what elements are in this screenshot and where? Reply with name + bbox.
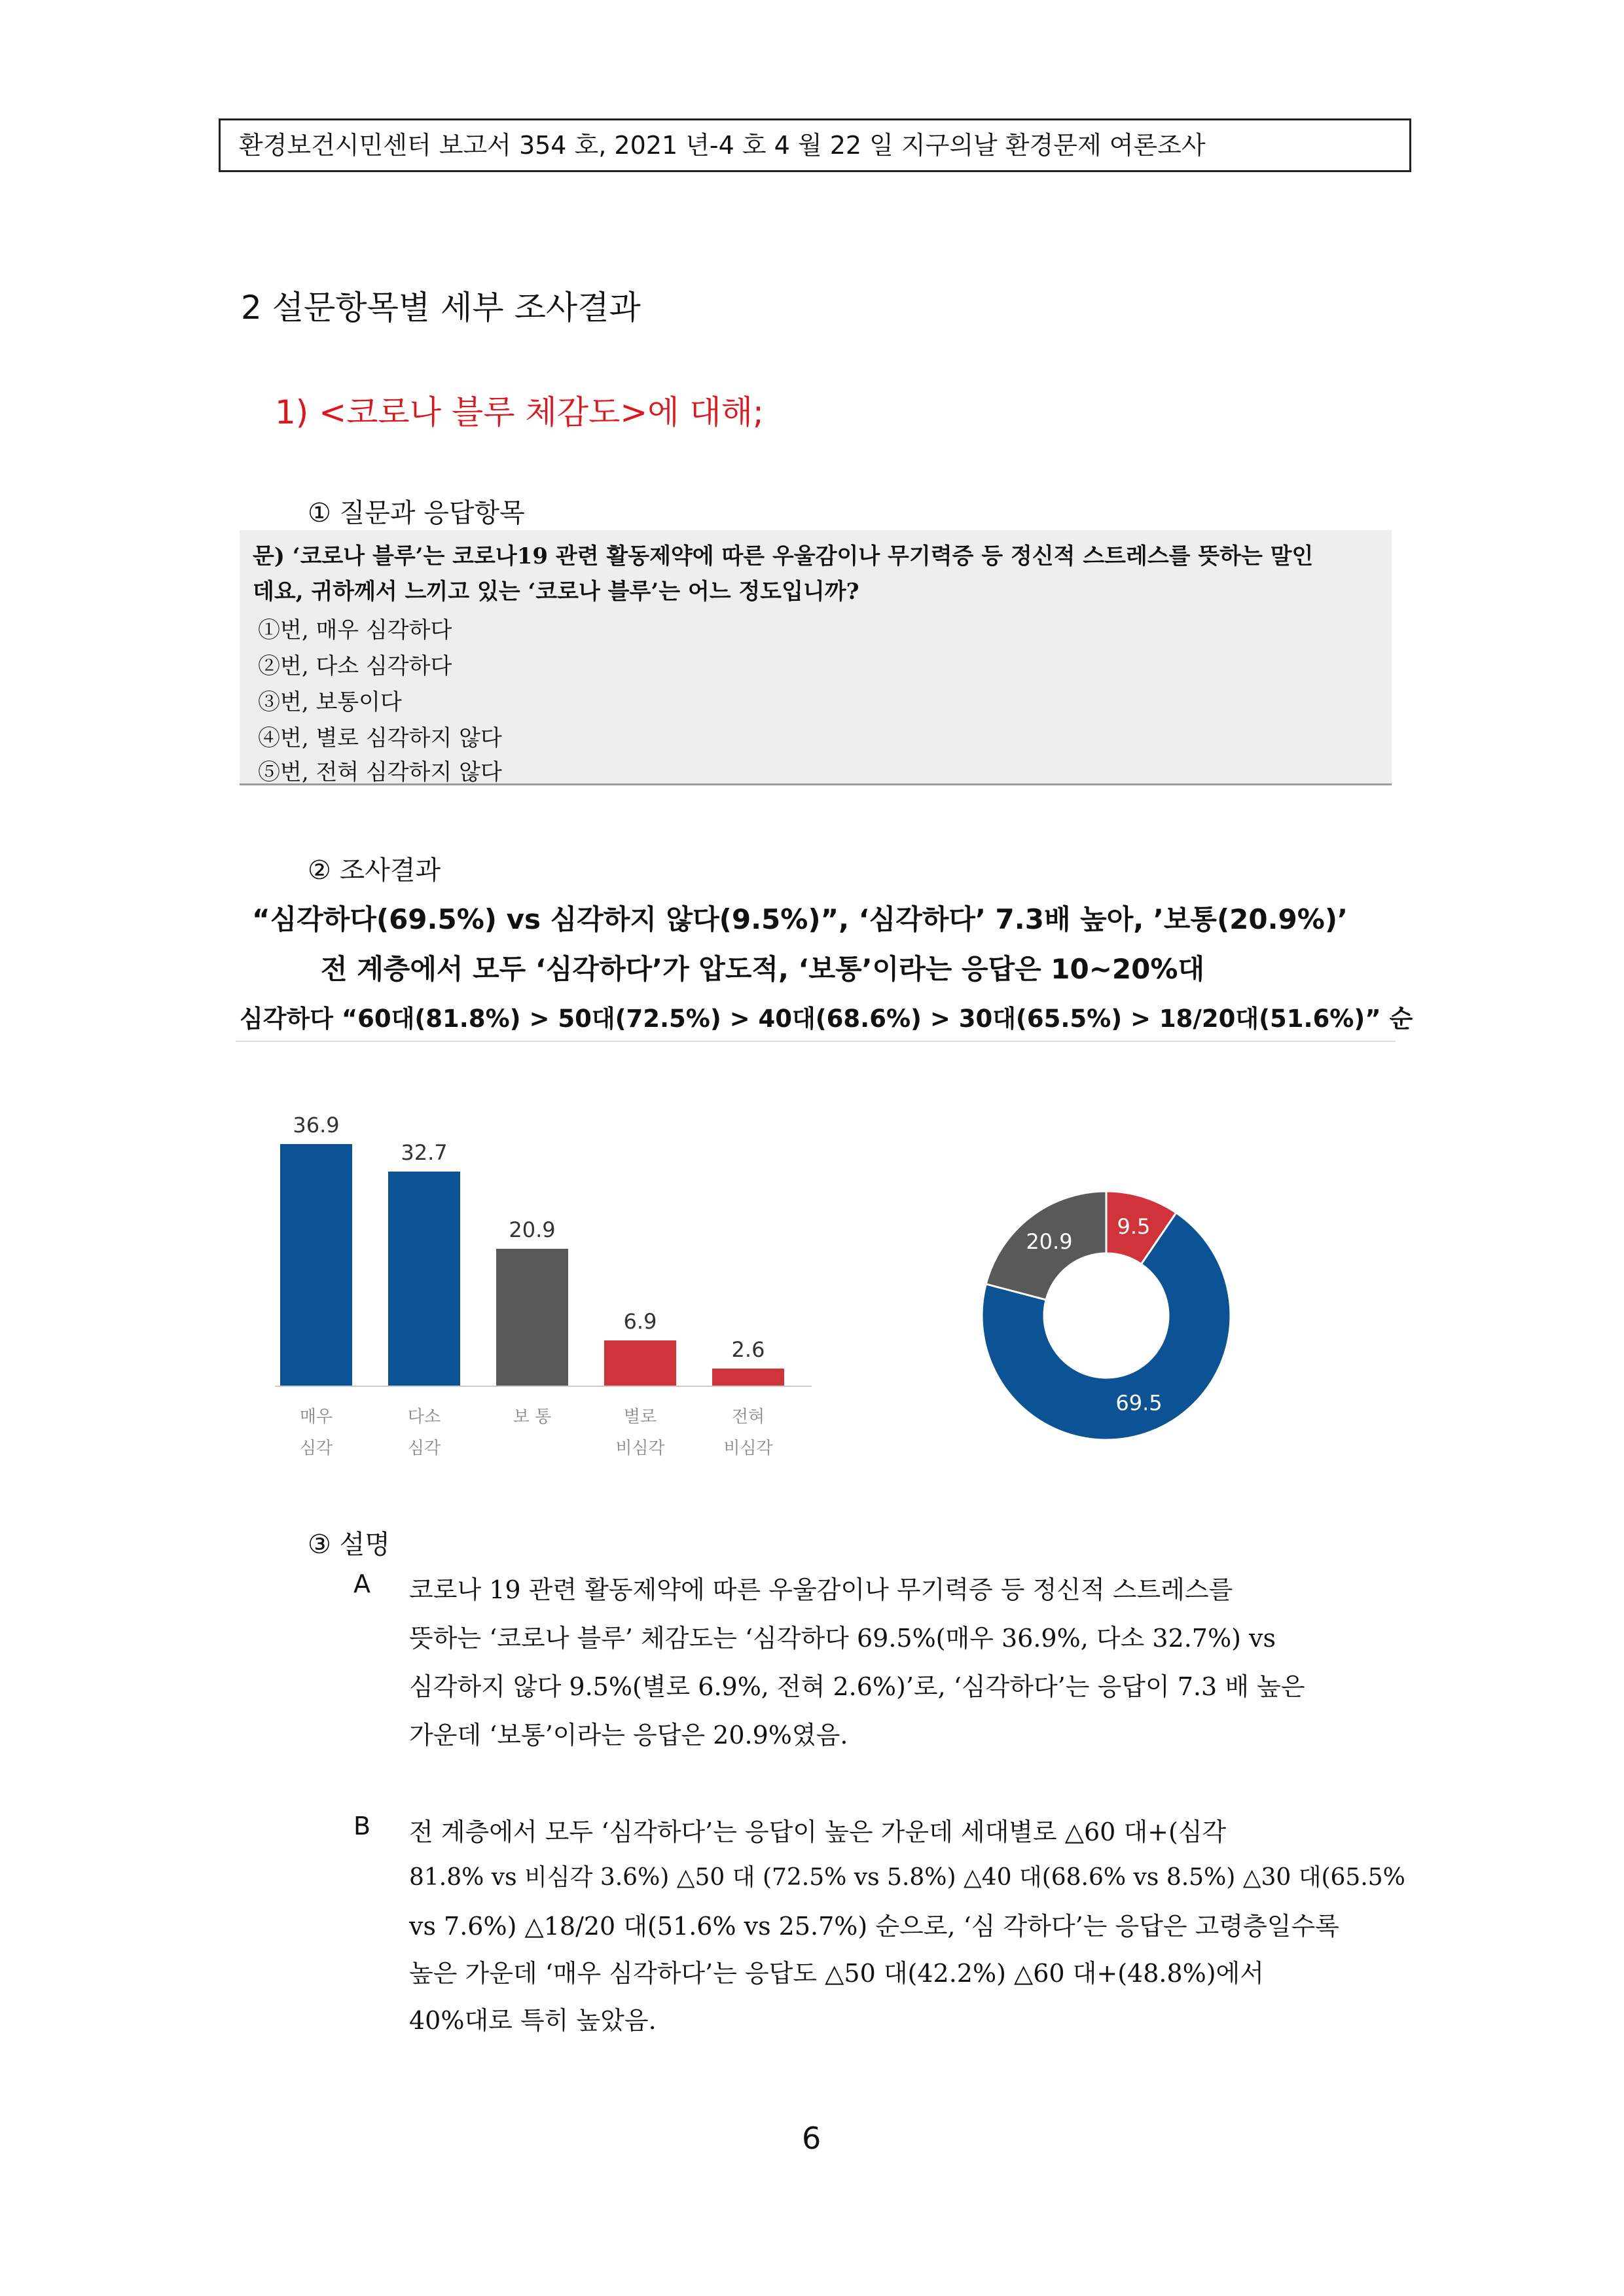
para-a-line-1: 코로나 19 관련 활동제약에 따른 우울감이나 무기력증 등 정신적 스트레스를 — [409, 1575, 1233, 1604]
para-a-letter: A — [353, 1570, 370, 1598]
option-3: ③번, 보통이다 — [258, 689, 402, 715]
bar — [496, 1249, 568, 1386]
explanation-heading: ③ 설명 — [308, 1530, 390, 1560]
bar-category-label: 전혀 — [731, 1407, 765, 1427]
donut-slice-label: 69.5 — [1115, 1390, 1163, 1416]
bar-data-label: 6.9 — [623, 1309, 657, 1334]
bar — [280, 1144, 352, 1386]
para-a-line-2: 뜻하는 ‘코로나 블루’ 체감도는 ‘심각하다 69.5%(매우 36.9%, 다소 32.7%) vs — [409, 1624, 1276, 1653]
page-number: 6 — [802, 2121, 821, 2156]
bar-category-label: 매우 — [299, 1407, 333, 1427]
bar-data-label: 20.9 — [509, 1217, 556, 1242]
bar-data-label: 36.9 — [293, 1113, 340, 1138]
para-b-line-3: vs 7.6%) △18/20 대(51.6% vs 25.7%) 순으로, ‘심 각하다’는 응답은 고령층일수록 — [409, 1912, 1339, 1941]
bar-category-label: 비심각 — [615, 1439, 665, 1458]
question-heading: ① 질문과 응답항목 — [308, 498, 525, 528]
para-b-line-2: 81.8% vs 비심각 3.6%) △50 대 (72.5% vs 5.8%) △40 대(68.6% vs 8.5%) △30 대(65.5% — [409, 1864, 1405, 1891]
donut-slice-label: 9.5 — [1117, 1213, 1151, 1239]
option-5: ⑤번, 전혀 심각하지 않다 — [258, 759, 502, 785]
bar — [604, 1340, 676, 1386]
option-1: ①번, 매우 심각하다 — [258, 617, 452, 643]
option-2: ②번, 다소 심각하다 — [258, 653, 452, 679]
para-b-line-5: 40%대로 특히 높았음. — [409, 2006, 657, 2035]
bar-category-label: 심각 — [407, 1439, 441, 1458]
bar-category-label: 심각 — [299, 1439, 333, 1458]
subsection-title: 1) <코로나 블루 체감도>에 대해; — [275, 393, 764, 431]
bar — [388, 1172, 460, 1386]
bar-chart — [249, 1100, 838, 1466]
para-b-letter: B — [353, 1812, 371, 1840]
donut-slice-label: 20.9 — [1026, 1229, 1073, 1255]
question-box — [240, 530, 1392, 785]
bar-data-label: 32.7 — [401, 1140, 448, 1165]
headline-divider — [236, 1041, 1396, 1042]
bar-category-label: 보 통 — [513, 1407, 552, 1427]
option-4: ④번, 별로 심각하지 않다 — [258, 725, 502, 751]
result-headline-1: “심각하다(69.5%) vs 심각하지 않다(9.5%)”, ‘심각하다’ 7.3배 높아, ’보통(20.9%)’ — [252, 903, 1348, 935]
question-line-1: 문) ‘코로나 블루’는 코로나19 관련 활동제약에 따른 우울감이나 무기력증 등 정신적 스트레스를 뜻하는 말인 — [253, 543, 1314, 569]
bar-category-label: 다소 — [407, 1407, 441, 1427]
report-header-text: 환경보건시민센터 보고서 354 호, 2021 년-4 호 4 월 22 일 지구의날 환경문제 여론조사 — [239, 131, 1206, 160]
bar-category-label: 별로 — [623, 1407, 657, 1427]
section-title: 2 설문항목별 세부 조사결과 — [241, 289, 641, 327]
bar — [712, 1369, 784, 1386]
para-b-line-4: 높은 가운데 ‘매우 심각하다’는 응답도 △50 대(42.2%) △60 대+(48.8%)에서 — [409, 1959, 1264, 1988]
report-header — [219, 118, 1411, 172]
result-headline-3: 심각하다 “60대(81.8%) > 50대(72.5%) > 40대(68.6%) > 30대(65.5%) > 18/20대(51.6%)” 순 — [240, 1005, 1413, 1033]
para-a-line-4: 가운데 ‘보통’이라는 응답은 20.9%였음. — [409, 1721, 848, 1749]
bar-data-label: 2.6 — [731, 1337, 765, 1362]
para-b-line-1: 전 계층에서 모두 ‘심각하다’는 응답이 높은 가운데 세대별로 △60 대+(심각 — [409, 1818, 1227, 1846]
para-a-line-3: 심각하지 않다 9.5%(별로 6.9%, 전혀 2.6%)’로, ‘심각하다’는 응답이 7.3 배 높은 — [409, 1672, 1305, 1701]
donut-chart — [956, 1165, 1257, 1466]
result-headline-2: 전 계층에서 모두 ‘심각하다’가 압도적, ‘보통’이라는 응답은 10~20%대 — [321, 953, 1205, 985]
bar-category-label: 비심각 — [723, 1439, 773, 1458]
result-heading: ② 조사결과 — [308, 855, 441, 886]
question-line-2: 데요, 귀하께서 느끼고 있는 ‘코로나 블루’는 어느 정도입니까? — [253, 579, 859, 605]
